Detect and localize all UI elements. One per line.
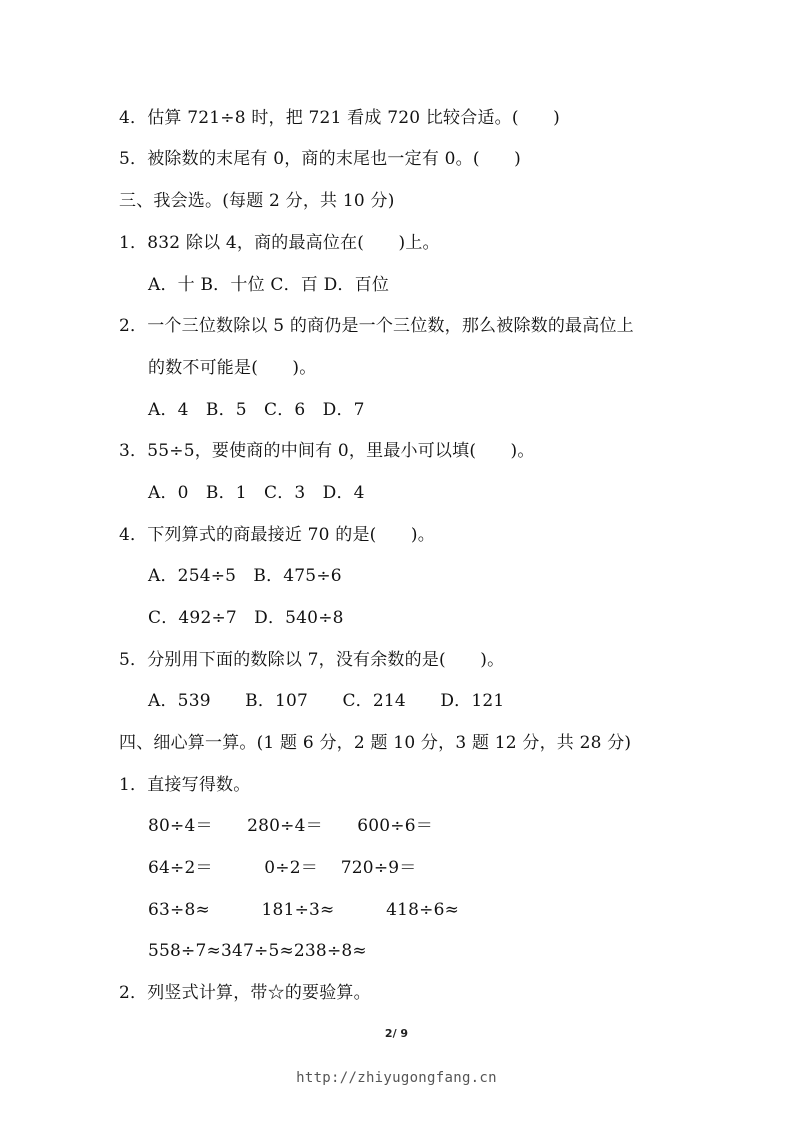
choice-question-2-continued: 的数不可能是( )。: [148, 358, 317, 378]
calc-row-2: 64÷2＝ 0÷2＝ 720÷9＝: [148, 858, 417, 878]
footer-url: http://zhiyugongfang.cn: [296, 1070, 497, 1086]
calc-row-1: 80÷4＝ 280÷4＝ 600÷6＝: [148, 816, 433, 836]
choice-question-3: 3．55÷5，要使商的中间有 0，里最小可以填( )。: [119, 441, 535, 461]
choice-question-1-options: A．十 B．十位 C．百 D．百位: [148, 275, 390, 295]
choice-question-4-options-cd: C．492÷7 D．540÷8: [148, 608, 344, 628]
calc-question-2: 2．列竖式计算，带☆的要验算。: [119, 983, 371, 1003]
calc-row-3: 63÷8≈ 181÷3≈ 418÷6≈: [148, 900, 460, 920]
section-3-heading: 三、我会选。(每题 2 分，共 10 分): [119, 191, 395, 211]
choice-question-2-options: A．4 B．5 C．6 D．7: [148, 400, 365, 420]
choice-question-1: 1．832 除以 4，商的最高位在( )上。: [119, 233, 440, 253]
section-4-heading: 四、细心算一算。(1 题 6 分，2 题 10 分，3 题 12 分，共 28 分): [119, 733, 632, 753]
calc-question-1: 1．直接写得数。: [119, 775, 251, 795]
judge-item-5: 5．被除数的末尾有 0，商的末尾也一定有 0。( ): [119, 149, 521, 169]
choice-question-3-options: A．0 B．1 C．3 D．4: [148, 483, 365, 503]
choice-question-4-options-ab: A．254÷5 B．475÷6: [148, 566, 342, 586]
calc-row-4: 558÷7≈347÷5≈238÷8≈: [148, 941, 367, 961]
page-number: 2/ 9: [384, 1027, 409, 1040]
choice-question-5: 5．分别用下面的数除以 7，没有余数的是( )。: [119, 650, 505, 670]
judge-item-4: 4．估算 721÷8 时，把 721 看成 720 比较合适。( ): [119, 108, 560, 128]
choice-question-2: 2．一个三位数除以 5 的商仍是一个三位数，那么被除数的最高位上: [119, 316, 634, 336]
choice-question-4: 4．下列算式的商最接近 70 的是( )。: [119, 525, 435, 545]
choice-question-5-options: A．539 B．107 C．214 D．121: [148, 691, 505, 711]
